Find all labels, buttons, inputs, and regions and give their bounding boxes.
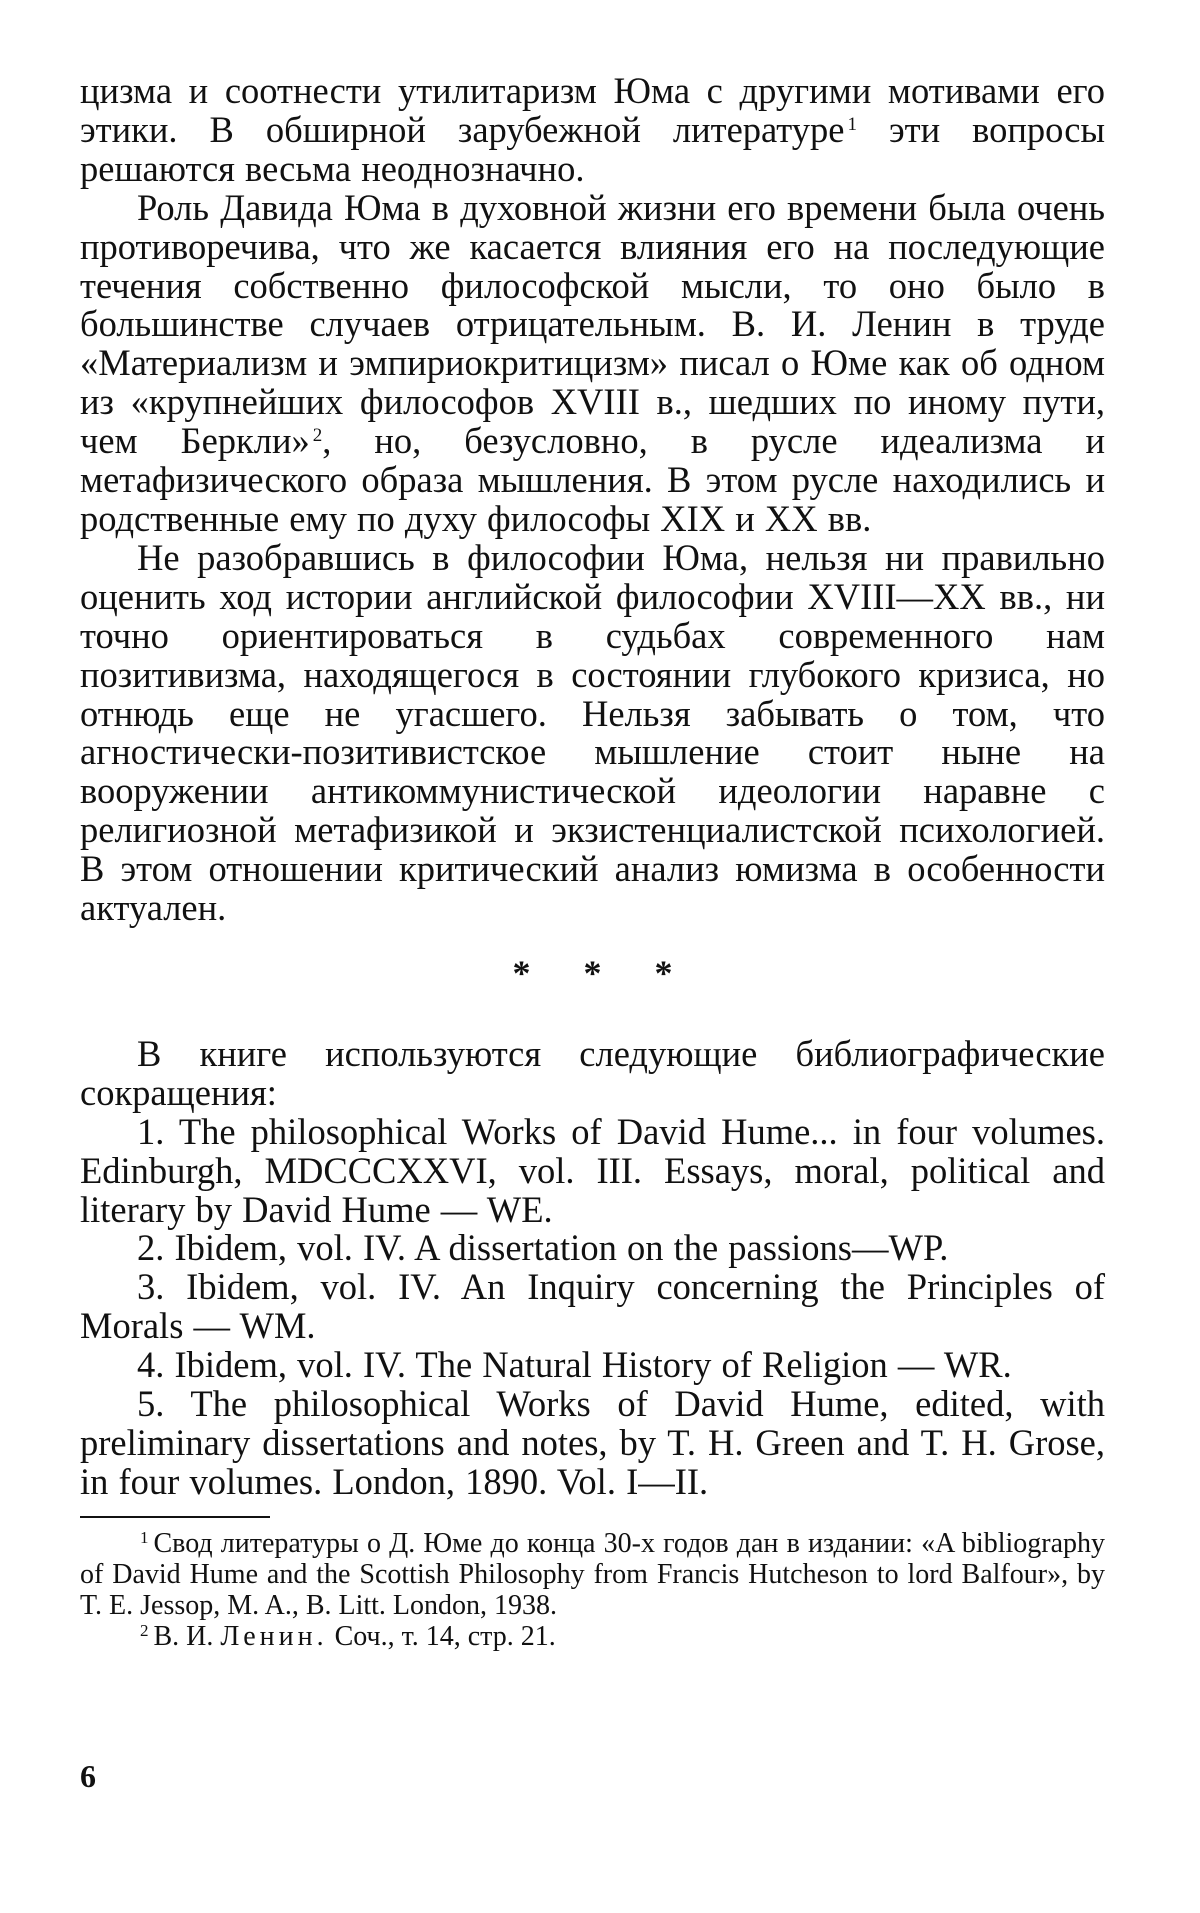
abbreviation-item: 3. Ibidem, vol. IV. An Inquiry concerning the Principles of Morals — WM. — [80, 1266, 1105, 1347]
footnote-2-post: Соч., т. 14, стр. 21. — [327, 1620, 556, 1652]
section-separator: * * * — [512, 952, 695, 993]
intro-text: цизма и соотнести утилитаризм Юма с другими мотивами его этики. В обширной зарубежной литературе — [80, 70, 1105, 150]
page-body — [80, 72, 1105, 1652]
footnote-ref-1[interactable]: 1 — [847, 113, 857, 135]
footnote-2-author: Ленин. — [220, 1620, 328, 1652]
footnote-2 — [80, 1621, 1105, 1652]
footnote-1 — [80, 1528, 1105, 1621]
footnote-divider — [80, 1516, 270, 1518]
abbreviations-list — [80, 1110, 1105, 1502]
footnote-2-marker: 2 — [140, 1620, 149, 1640]
footnote-ref-2[interactable]: 2 — [312, 425, 323, 447]
abbreviations-intro: В книге используются следующие библиографические сокращения: — [80, 1032, 1105, 1113]
footnote-2-pre: В. И. — [153, 1620, 221, 1652]
footnotes — [80, 1528, 1105, 1652]
abbreviation-item: 5. The philosophical Works of David Hume, edited, with preliminary dissertations and notes, by T. H. Green and T. H. Grose, in four volumes. London, 1890. Vol. I—II. — [80, 1383, 1105, 1502]
intro-tail: эти вопросы решаются весьма неоднозначно. — [80, 108, 1105, 189]
footnote-1-text: Свод литературы о Д. Юме до конца 30-х годов дан в издании: «A bibliography of David Hume and the Scottish Philosophy from Francis Hutcheson to lord Balfour», by T. E. Jessop, M. A., B. Litt. London, 1938. — [80, 1527, 1105, 1621]
paragraph-hume-role — [80, 186, 1105, 539]
paragraph-hume-role-text-a: Роль Давида Юма в духовной жизни его времени была очень противоречива, что же касается влияния его на последующие течения собственно философской мысли, то оно было в большинстве случаев отрицательным. В. И. Ленин в труде «Материализм и эмпириокритицизм» писал о Юме как об одном из «крупнейших философов XVIII в., шедших по иному пути, чем Беркли» — [80, 186, 1105, 462]
page-number: 6 — [80, 1758, 96, 1794]
footnote-1-marker: 1 — [140, 1527, 149, 1547]
abbreviation-item: 2. Ibidem, vol. IV. A dissertation on the passions—WP. — [137, 1227, 949, 1269]
paragraph-hume-role-text-b: , но, безусловно, в русле идеализма и метафизического образа мышления. В этом русле находились и родственные ему по духу философы XIX и XX вв. — [80, 420, 1105, 539]
paragraph-positivism: Не разобравшись в философии Юма, нельзя ни правильно оценить ход истории английской философии XVIII—XX вв., ни точно ориентироваться в судьбах современного нам позитивизма, находящегося в состоянии глубокого кризиса, но отнюдь еще не угасшего. Нельзя забывать о том, что агностически-позитивистское мышление стоит ныне на вооружении антикоммунистической идеологии наравне с религиозной метафизикой и экзистенциалистской психологией. В этом отношении критический анализ юмизма в особенности актуален. — [80, 536, 1105, 929]
abbreviation-item: 4. Ibidem, vol. IV. The Natural History of Religion — WR. — [137, 1344, 1012, 1386]
abbreviation-item: 1. The philosophical Works of David Hume... in four volumes. Edinburgh, MDCCCXXVI, vol. III. Essays, moral, political and literary by David Hume — WE. — [80, 1110, 1105, 1230]
intro-paragraph — [80, 72, 1105, 189]
